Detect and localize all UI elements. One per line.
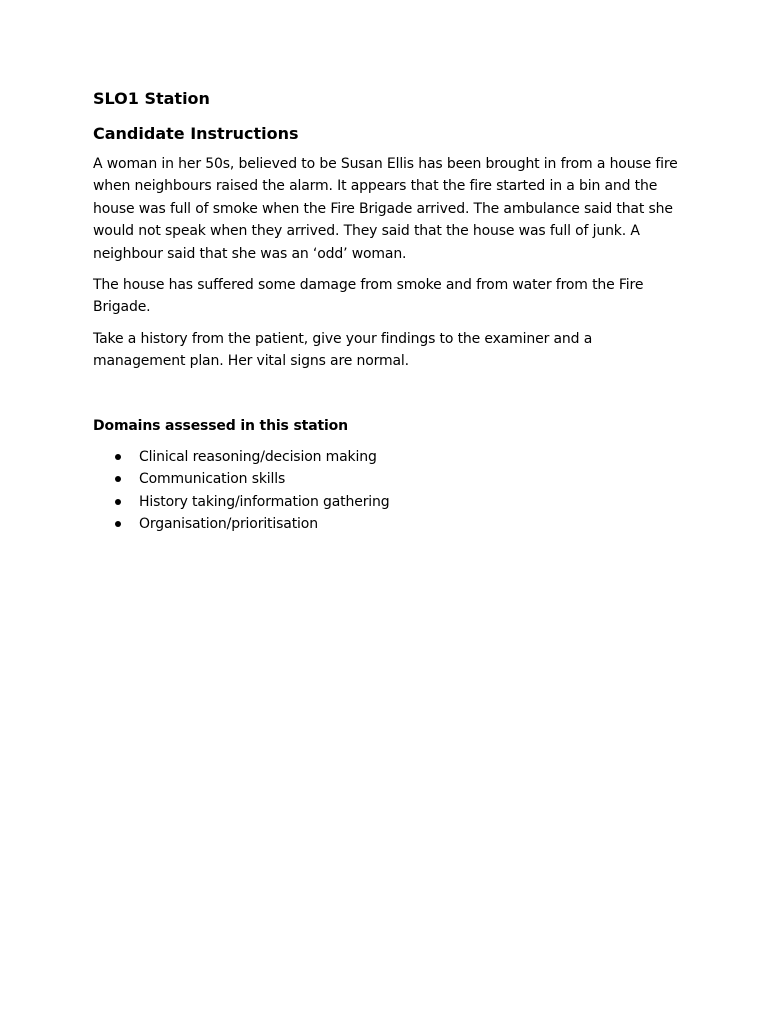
list-item: [93, 513, 683, 536]
bullet-icon: [115, 454, 121, 460]
domain-label: Clinical reasoning/decision making: [139, 448, 377, 465]
task-paragraph: Take a history from the patient, give your findings to the examiner and a management plan. Her vital signs are normal.: [93, 330, 593, 370]
bullet-icon: [115, 521, 121, 527]
domain-label: Organisation/prioritisation: [139, 516, 318, 533]
station-title: SLO1 Station: [93, 89, 210, 108]
damage-paragraph: The house has suffered some damage from smoke and from water from the Fire Brigade.: [93, 277, 644, 316]
domain-label: History taking/information gathering: [139, 493, 390, 510]
document-page: [93, 88, 683, 536]
list-item: [93, 468, 683, 491]
bullet-icon: [115, 499, 121, 505]
spacer: [93, 382, 683, 415]
domains-title: Domains assessed in this station: [93, 417, 348, 434]
bullet-icon: [115, 476, 121, 482]
scenario-paragraph: A woman in her 50s, believed to be Susan Ellis has been brought in from a house fire when neighbours raised the alarm. It appears that the fire started in a bin and the house was full of smoke when the Fire Brigade arrived. The ambulance said that she would not speak when they arrived. They said that the house was full of junk. A neighbour said that she was an ‘odd’ woman.: [93, 156, 678, 262]
domain-list: [93, 446, 683, 536]
list-item: [93, 491, 683, 514]
list-item: [93, 446, 683, 469]
section-title: Candidate Instructions: [93, 124, 299, 143]
domain-label: Communication skills: [139, 471, 286, 488]
